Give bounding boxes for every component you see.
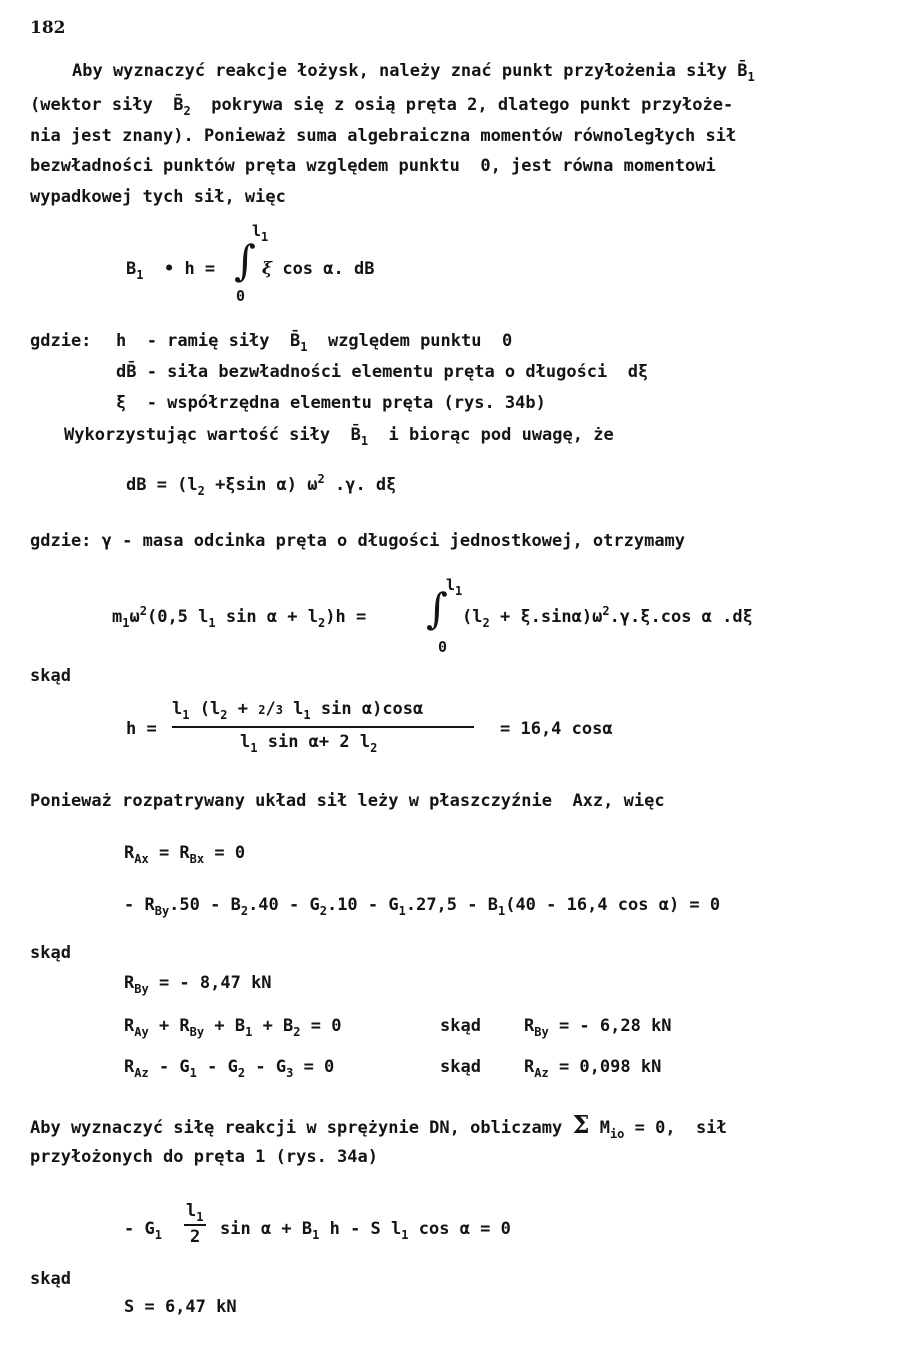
eq4-result: = 16,4 cosα xyxy=(500,719,613,739)
final-result: S = 6,47 kN xyxy=(124,1297,237,1317)
eq3-rhs: $(l_2 + \xi.\sin\alpha)\omega^2.\gamma.\xi.\cos$ α .dξ xyxy=(462,604,753,630)
where1-item-db: dB̄ - siła bezwładności elementu pręta o długości dξ xyxy=(116,362,649,382)
eq6: - $R_{By}.50 - B_2.40 - G_2.10 - G_1.27,5 - B_1(40 - 16,4$ cos α) = 0 xyxy=(124,895,721,918)
eq1-upper-limit: $l_1$ xyxy=(252,222,269,244)
para3-line2: przyłożonych do pręta 1 (rys. 34a) xyxy=(30,1147,378,1167)
eq4-numerator: $l_1$ ($l_2 + 2/3$ $l_1$ sin α)cosα xyxy=(172,699,424,722)
skad-ay: skąd xyxy=(440,1016,481,1036)
skad-az: skąd xyxy=(440,1057,481,1077)
skad-3: skąd xyxy=(30,1269,71,1289)
eq3-lower-limit: 0 xyxy=(438,638,448,656)
eq4-h: h = xyxy=(126,719,157,739)
where1-label: gdzie: xyxy=(30,331,92,351)
eq4-fraction-bar xyxy=(172,726,474,728)
using-line: Wykorzystując wartość siły $B̄_1$ i biorąc pod uwagę, że xyxy=(64,425,614,448)
eq7-lead: - $G_1$ xyxy=(124,1219,162,1242)
eq1-lower-limit: 0 xyxy=(236,287,246,305)
eq-ay: $R_{Ay} + R_{By} + B_1 + B_2 = 0$ xyxy=(124,1016,342,1039)
integral-sign: ∫ xyxy=(234,236,256,285)
eq7-rest: $\sin \alpha + B_1$ h - S $l_1$ cos α = 0 xyxy=(220,1219,511,1242)
skad-2: skąd xyxy=(30,943,71,963)
page-number: 182 xyxy=(30,18,66,38)
where2-line: gdzie: γ - masa odcinka pręta o długości jednostkowej, otrzymamy xyxy=(30,531,686,551)
para1-line1: Aby wyznaczyć reakcje łożysk, należy znać punkt przyłożenia siły $B̄_1$ xyxy=(72,61,755,84)
eq1-lhs: $B_1$ • h = xyxy=(126,259,216,282)
eq2: dB = ($l_2 +\xi\sin$ α) $\omega^2$ .γ. dξ xyxy=(126,472,397,498)
integral-sign-2: ∫ xyxy=(426,584,448,633)
para1-line3: nia jest znany). Ponieważ suma algebraiczna momentów równoległych sił xyxy=(30,126,737,146)
para2: Ponieważ rozpatrywany układ sił leży w płaszczyźnie Axz, więc xyxy=(30,791,665,811)
para1-line5: wypadkowej tych sił, więc xyxy=(30,187,286,207)
where1-item-xi: ξ - współrzędna elementu pręta (rys. 34b) xyxy=(116,393,546,413)
eq-az: $R_{Az} - G_1 - G_2 - G_3 = 0$ xyxy=(124,1057,335,1080)
eq3-lhs: $m_1\omega^2(0,5$ $l_1$ $\sin \alpha + l_2)h$ = xyxy=(112,604,367,630)
para1-line2: (wektor siły $B̄_2$ pokrywa się z osią pręta 2, dlatego punkt przyłoże- xyxy=(30,95,734,118)
para3-line1: Aby wyznaczyć siłę reakcji w sprężynie DN, obliczamy Σ $M_{io} = 0$, sił xyxy=(30,1110,727,1141)
result-rby: $R_{By}$ = - 8,47 kN xyxy=(124,973,272,996)
result-ay: $R_{By}$ = - 6,28 kN xyxy=(524,1016,672,1039)
eq5: $R_{Ax} = R_{Bx} = 0$ xyxy=(124,843,246,866)
eq7-frac-num: $l_1$ xyxy=(186,1201,204,1224)
result-az: $R_{Az} = 0,098$ kN xyxy=(524,1057,662,1080)
eq7-frac-den: 2 xyxy=(190,1227,201,1247)
para1-line4: bezwładności punktów pręta względem punktu 0, jest równa momentowi xyxy=(30,156,716,176)
eq1-integrand: ξ cos α. dB xyxy=(262,259,375,279)
eq3-upper-limit: $l_1$ xyxy=(446,576,463,598)
skad-1: skąd xyxy=(30,666,71,686)
where1-item-h: h - ramię siły $B̄_1$ względem punktu 0 xyxy=(116,331,513,354)
eq4-denominator: $l_1$ sin α+ 2 $l_2$ xyxy=(240,732,378,755)
